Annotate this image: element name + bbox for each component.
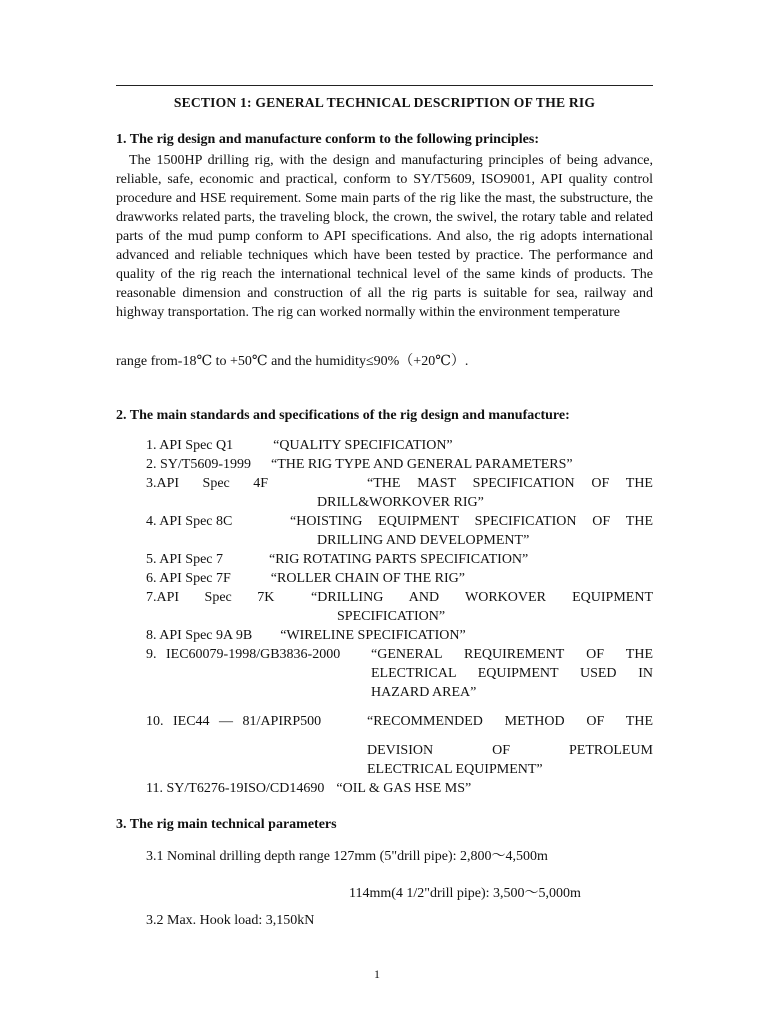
list-item — [146, 645, 653, 702]
list-item — [146, 712, 653, 779]
standard-title-continued: DEVISION OF PETROLEUM — [367, 743, 653, 758]
heading-technical-parameters: 3. The rig main technical parameters — [116, 817, 337, 832]
standard-title: “WIRELINE SPECIFICATION” — [280, 628, 466, 643]
param-hook-load: 3.2 Max. Hook load: 3,150kN — [146, 913, 315, 928]
standard-title-continued: ELECTRICAL EQUIPMENT USED IN — [371, 666, 653, 681]
standard-title: “HOISTING EQUIPMENT SPECIFICATION OF THE — [290, 514, 653, 529]
standard-code: 7.API Spec 7K — [146, 590, 275, 605]
standard-title: “GENERAL REQUIREMENT OF THE — [371, 647, 653, 662]
standard-code: 1. API Spec Q1 — [146, 438, 234, 453]
standard-title: “ROLLER CHAIN OF THE RIG” — [270, 571, 465, 586]
standard-code: 6. API Spec 7F — [146, 571, 231, 586]
standard-title-continued: ELECTRICAL EQUIPMENT” — [367, 762, 543, 777]
standard-title: “THE MAST SPECIFICATION OF THE — [367, 476, 653, 491]
list-item — [146, 550, 653, 569]
header-rule — [116, 85, 653, 86]
standard-code: 2. SY/T5609-1999 — [146, 457, 251, 472]
list-item — [146, 626, 653, 645]
page-number: 1 — [374, 967, 380, 981]
list-item — [146, 779, 653, 798]
heading-design-principles: 1. The rig design and manufacture conform to the following principles: — [116, 132, 539, 147]
paragraph-principles-last-line: range from-18℃ to +50℃ and the humidity≤90%（+20℃）. — [116, 354, 469, 369]
list-item — [146, 455, 653, 474]
standard-code: 10. IEC44 — 81/APIRP500 — [146, 714, 322, 729]
standard-code: 5. API Spec 7 — [146, 552, 223, 567]
standard-title: “DRILLING AND WORKOVER EQUIPMENT — [311, 590, 653, 605]
standard-title: “QUALITY SPECIFICATION” — [273, 438, 453, 453]
standard-code: 4. API Spec 8C — [146, 514, 233, 529]
standard-title: “RECOMMENDED METHOD OF THE — [367, 714, 653, 729]
standard-title-continued: HAZARD AREA” — [371, 685, 477, 700]
heading-standards: 2. The main standards and specifications of the rig design and manufacture: — [116, 408, 570, 423]
list-item — [146, 474, 653, 512]
standard-code: 9. IEC60079-1998/GB3836-2000 — [146, 647, 341, 662]
param-drilling-depth: 3.1 Nominal drilling depth range 127mm (5"drill pipe): 2,800～4,500m — [146, 849, 548, 864]
standard-title-continued: DRILL&WORKOVER RIG” — [317, 495, 484, 510]
section-title: SECTION 1: GENERAL TECHNICAL DESCRIPTION OF THE RIG — [173, 95, 596, 110]
standard-title: “OIL & GAS HSE MS” — [336, 781, 472, 796]
standard-code: 8. API Spec 9A 9B — [146, 628, 253, 643]
standard-code: 3.API Spec 4F — [146, 476, 269, 491]
list-item — [146, 569, 653, 588]
standard-title: “RIG ROTATING PARTS SPECIFICATION” — [269, 552, 529, 567]
standards-list — [146, 436, 653, 798]
list-item — [146, 512, 653, 550]
list-item — [146, 588, 653, 626]
paragraph-principles: The 1500HP drilling rig, with the design and manufacturing principles of being advance, reliable, safe, economic and practical, conform to SY/T5609, ISO9001, API quality control procedure and HSE requirement. Some main parts of the rig like the mast, the substructure, the drawworks related parts, the traveling block, the crown, the swivel, the rotary table and related parts of the mud pump conform to API specifications. And also, the rig adopts international advanced and reliable techniques which have been tested by practice. The performance and quality of the rig reach the international technical level of the same kinds of products. The reasonable dimension and construction of all the rig parts is suitable for sea, railway and highway transportation. The rig can worked normally within the environment temperature — [116, 153, 653, 320]
standard-code: 11. SY/T6276-19ISO/CD14690 — [146, 781, 325, 796]
list-item — [146, 436, 653, 455]
param-drilling-depth-alt: 114mm(4 1/2"drill pipe): 3,500～5,000m — [349, 886, 581, 901]
standard-title-continued: DRILLING AND DEVELOPMENT” — [317, 533, 530, 548]
standard-title: “THE RIG TYPE AND GENERAL PARAMETERS” — [271, 457, 573, 472]
standard-title-continued: SPECIFICATION” — [337, 609, 446, 624]
